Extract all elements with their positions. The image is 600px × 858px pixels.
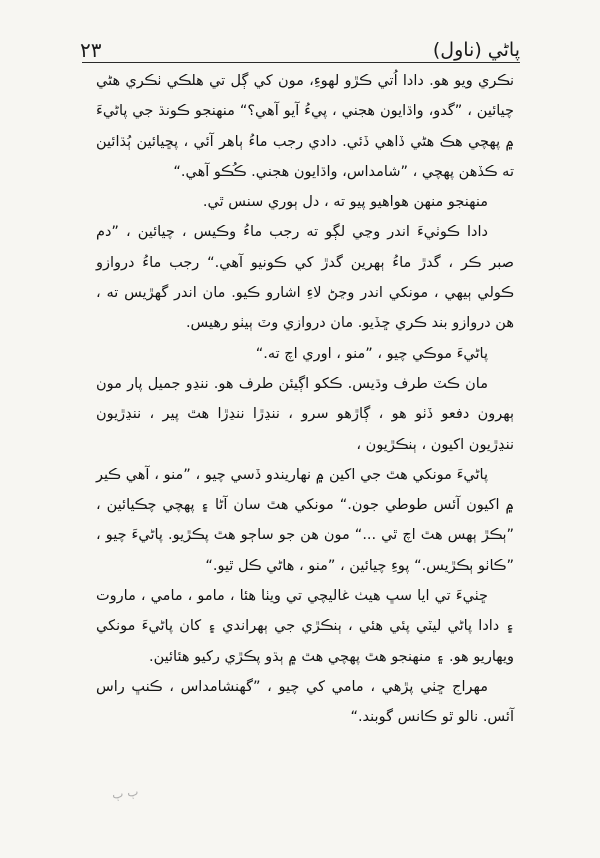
header-rule — [82, 62, 520, 63]
running-title: پاڻي (ناول) — [432, 39, 520, 61]
stray-mark: ٻ ٻ — [111, 784, 140, 802]
page-number: ٢٣ — [80, 38, 102, 62]
page-header — [80, 30, 520, 60]
paragraph: مهراج ڇٺي پڙهي ، مامي کي چيو ، ”گھنشامداس ، ڪنڀ راس آئس. نالو ٿو ڪانس گوبند.“ — [96, 678, 514, 726]
paragraph: مان ڪٽ طرف وڌيس. ڪکو اڳيئن طرف هو. ننڍو جميل پار مون ٻهرون دفعو ڏٺو هو ، ڳاڙهو سرو ، ننڍڙا ننڍڙا هٿ پير ، ننڍڙيون ننڍڙيون اکيون ، ٻنڪڙيون ، — [96, 375, 514, 453]
body-text — [96, 66, 514, 733]
paragraph: ڇٺيءَ تي ايا سڀ هيٺ غاليچي تي ويٺا هئا ، مامو ، مامي ، ماروت ۽ دادا پاڻي ليٽي پئي هئي ، ٻنڪڙي جي ٻهراندي ۽ کان پاڻيءَ مونکي ويهاريو هو. ۽ منهنجو هٿ پهچي هٿ ۾ ٻڌو پڪڙي رکيو هئائين. — [96, 588, 514, 665]
paragraph: نڪري ويو هو. دادا اُتي ڪڙو لهوءِ، مون کي ڳل تي هلڪي ٺڪري هڻي چيائين ، ”گدو، واڌايون هجني ، پيءُ آيو آهي؟“ منهنجو ڪونڌ جي پاڻيءَ ۾ پهچي هڪ هڻي ڏاهي ڏئي. دادي رجب ماءُ ٻاهر آئي ، پڇيائين ٻُڌائين ته ڪڏهن پهچي ، ”شامداس، واڌايون هجني. ڪُڪو آهي.“ — [96, 73, 514, 180]
paragraph: دادا ڪوٺيءَ اندر وڃي لڳو ته رجب ماءُ وڪيس ، چيائين ، ”دم صبر ڪر ، گدڙ ماءُ ٻهرين گدڙ کي ڪونيو آهي.“ رجب ماءُ دروازو ڪولي ٻيهي ، مونکي اندر وڃڻ لاءِ اشارو ڪيو. مان اندر گھڙيس ته ، هن دروازو بند ڪري ڇڏيو. مان دروازي وٽ ٻيٺو رهيس. — [96, 224, 514, 332]
paragraph: پاڻيءَ مونکي هٿ جي اکين ۾ نهاريندو ڏسي چيو ، ”منو ، آهي ڪير ۾ اکيون آئس طوطي جون.“ مونکي هٿ سان آڻا ۽ پهچي چڪيائين ، ”ٻڪڙ ٻهس هٿ اچ ٿي ...“ مون هن جو ساڄو هٿ پڪڙيو. پاڻيءَ چيو ، ”ڪاٺو ٻڪڙيس.“ پوءِ چيائين ، ”منو ، هاڻي ڪل ٿيو.“ — [96, 466, 514, 574]
paragraph: پاڻيءَ موڪي چيو ، ”منو ، اوري اچ ته.“ — [255, 345, 488, 362]
paragraph: منهنجو منهن هواهيو پيو ته ، دل ٻوري سنس ٿي. — [202, 194, 488, 211]
